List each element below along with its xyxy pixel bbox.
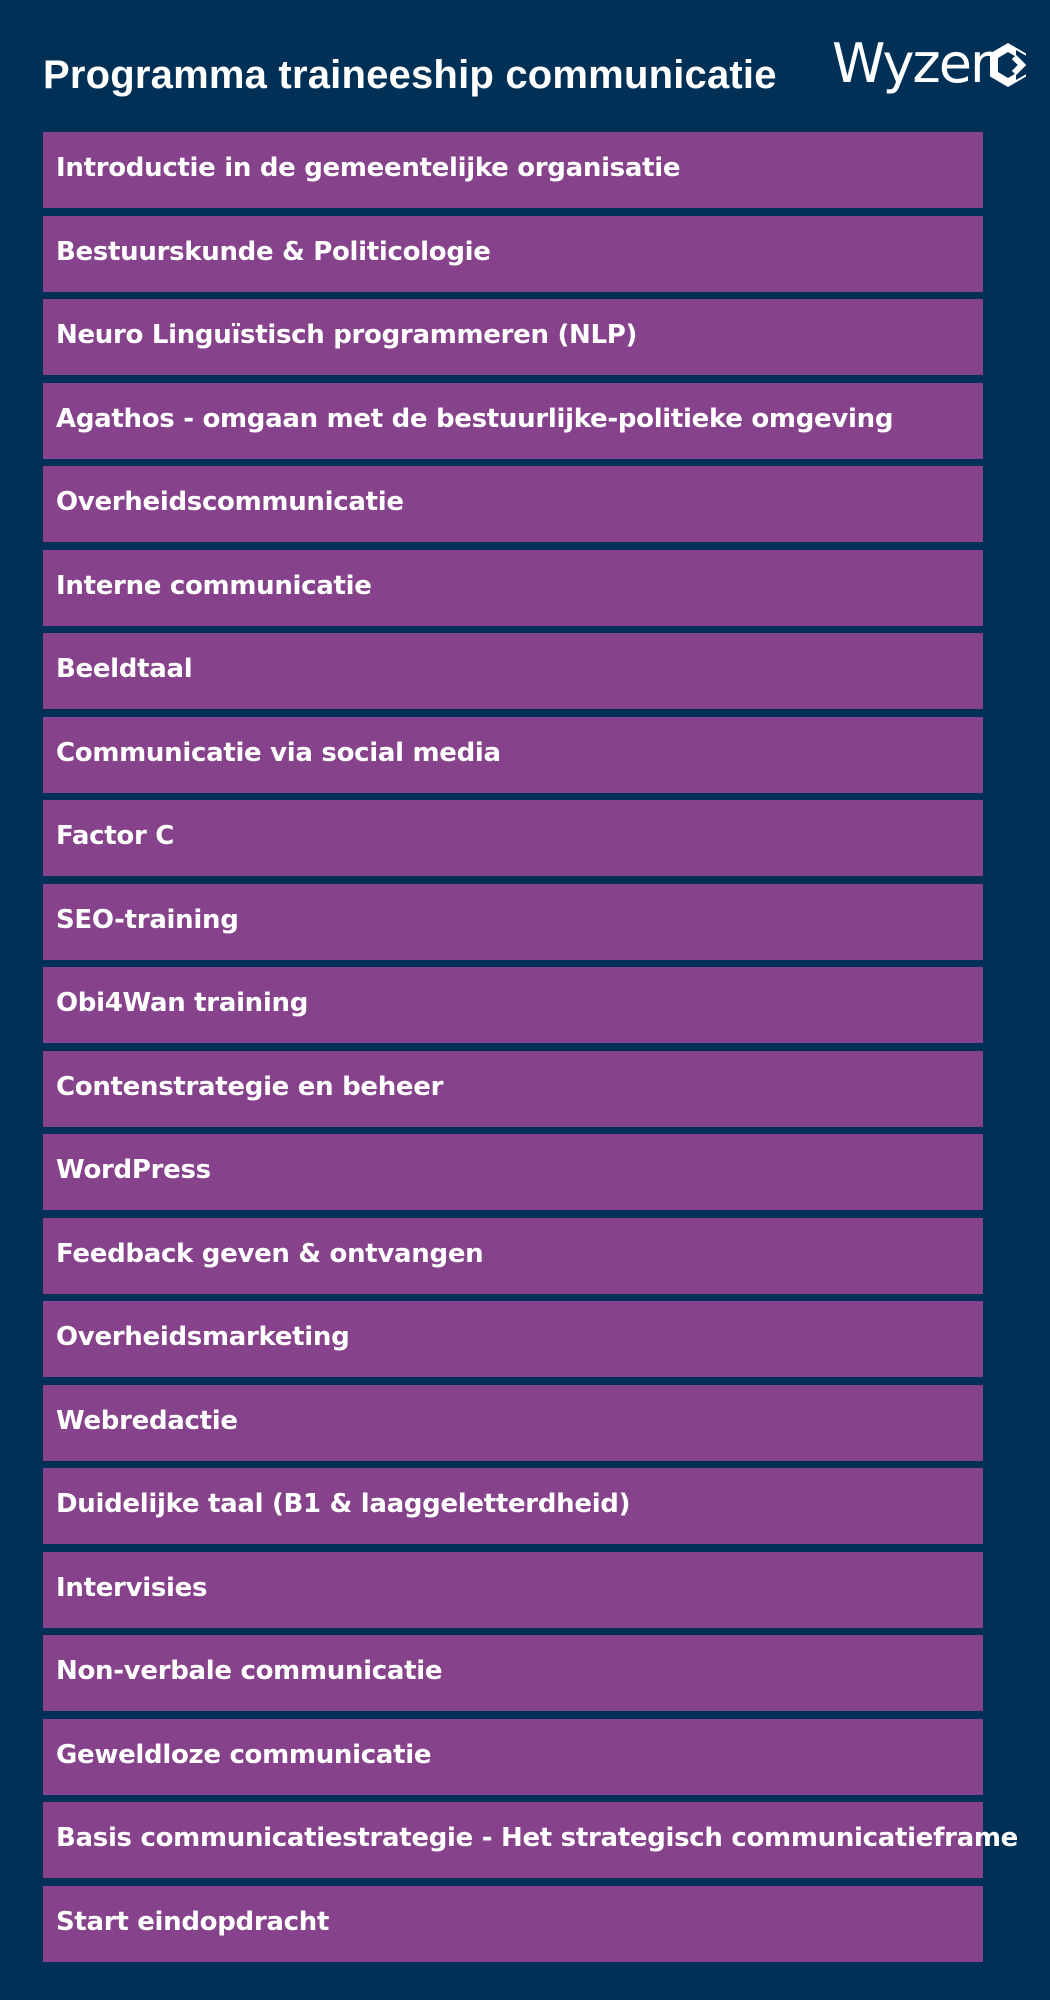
list-item-label: WordPress: [56, 1155, 211, 1185]
list-item-label: Intervisies: [56, 1572, 208, 1603]
list-item: [43, 633, 983, 709]
list-item-label: Duidelijke taal (B1 & laaggeletterdheid): [56, 1489, 631, 1519]
list-item-label: Bestuurskunde & Politicologie: [56, 236, 491, 267]
list-item-label: Communicatie via social media: [56, 737, 501, 768]
list-item: [43, 1385, 983, 1461]
list-item: [43, 1134, 983, 1210]
list-item: [43, 1301, 983, 1377]
list-item: [43, 1802, 1018, 1878]
page-title: Programma traineeship communicatie: [43, 53, 777, 97]
list-item: [43, 1051, 983, 1127]
list-item-label: Introductie in de gemeentelijke organisatie: [56, 153, 681, 183]
list-item-label: Start eindopdracht: [56, 1906, 330, 1937]
list-item: [43, 1218, 983, 1294]
list-item-label: Factor C: [56, 821, 175, 851]
list-item-label: Geweldloze communicatie: [56, 1739, 432, 1770]
list-item-label: Basis communicatiestrategie - Het strategisch communicatieframe: [56, 1823, 1018, 1853]
list-item: [43, 132, 983, 208]
list-item: [43, 1719, 983, 1795]
list-item-label: Overheidscommunicatie: [56, 487, 404, 517]
list-item: [43, 550, 983, 626]
list-item: [43, 1468, 983, 1544]
list-item-label: Feedback geven & ontvangen: [56, 1238, 484, 1269]
list-item-label: Contenstrategie en beheer: [56, 1071, 444, 1102]
list-item-label: Obi4Wan training: [56, 988, 309, 1018]
list-item-label: Overheidsmarketing: [56, 1322, 350, 1352]
logo-text: Wyzer: [832, 32, 991, 95]
list-item-label: Agathos - omgaan met de bestuurlijke-politieke omgeving: [56, 403, 894, 434]
list-item: [43, 1552, 983, 1628]
list-item: [43, 466, 983, 542]
wyzer-logo: [832, 34, 1028, 94]
list-item: [43, 800, 983, 876]
list-item-label: Neuro Linguïstisch programmeren (NLP): [56, 320, 638, 350]
list-item: [43, 383, 983, 459]
program-list: [43, 132, 1018, 1969]
list-item: [43, 884, 983, 960]
list-item: [43, 216, 983, 292]
list-item-label: Interne communicatie: [56, 570, 372, 601]
list-item: [43, 967, 983, 1043]
list-item-label: SEO-training: [56, 904, 239, 935]
list-item: [43, 717, 983, 793]
list-item: [43, 1886, 983, 1962]
list-item: [43, 299, 983, 375]
list-item-label: Beeldtaal: [56, 654, 193, 684]
list-item: [43, 1635, 983, 1711]
list-item-label: Webredactie: [56, 1405, 238, 1436]
list-item-label: Non-verbale communicatie: [56, 1656, 443, 1686]
hexagon-arrow-icon: [986, 40, 1030, 90]
